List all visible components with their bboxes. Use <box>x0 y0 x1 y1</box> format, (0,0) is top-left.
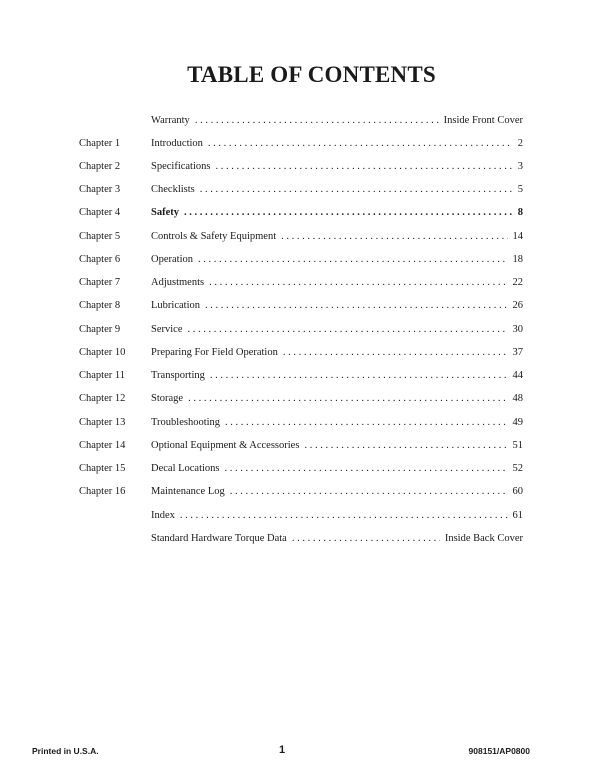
toc-dot-leader <box>184 204 513 222</box>
toc-entry <box>0 437 596 455</box>
toc-entry-title: Controls & Safety Equipment <box>151 231 277 242</box>
toc-entry-title: Standard Hardware Torque Data <box>151 533 287 544</box>
toc-entry-line <box>151 414 523 432</box>
toc-page-number: 61 <box>512 510 523 521</box>
toc-entry <box>0 274 596 292</box>
toc-entry <box>0 228 596 246</box>
toc-page-number: 5 <box>517 184 523 195</box>
toc-chapter-number: Chapter 2 <box>79 161 121 172</box>
footer-document-number: 908151/AP0800 <box>468 746 530 756</box>
toc-entry <box>0 181 596 199</box>
toc-chapter-number: Chapter 9 <box>79 324 121 335</box>
toc-entry <box>0 460 596 478</box>
toc-dot-leader <box>188 390 507 408</box>
toc-entry-title: Introduction <box>151 138 203 149</box>
toc-dot-leader <box>209 274 507 292</box>
toc-page-number: Inside Front Cover <box>443 115 523 126</box>
toc-page-number: 44 <box>512 370 523 381</box>
toc-chapter-number: Chapter 14 <box>79 440 126 451</box>
toc-entry <box>0 297 596 315</box>
toc-entry-line <box>151 483 523 501</box>
toc-entry-title: Adjustments <box>151 277 205 288</box>
toc-page-number: 8 <box>517 207 523 218</box>
toc-entry <box>0 344 596 362</box>
toc-page-number: Inside Back Cover <box>444 533 523 544</box>
toc-entry <box>0 390 596 408</box>
toc-chapter-number: Chapter 15 <box>79 463 126 474</box>
toc-page-number: 26 <box>512 300 523 311</box>
toc-entry-line <box>151 297 523 315</box>
toc-dot-leader <box>208 135 513 153</box>
toc-entry-line <box>151 251 523 269</box>
toc-dot-leader <box>281 228 507 246</box>
toc-entry-line <box>151 507 523 525</box>
toc-dot-leader <box>180 507 508 525</box>
toc-page-number: 52 <box>512 463 523 474</box>
toc-entry-line <box>151 274 523 292</box>
toc-entry-title: Specifications <box>151 161 211 172</box>
toc-dot-leader <box>205 297 508 315</box>
toc-chapter-number: Chapter 4 <box>79 207 121 218</box>
toc-dot-leader <box>230 483 508 501</box>
toc-chapter-number: Chapter 16 <box>79 486 126 497</box>
toc-dot-leader <box>292 530 440 548</box>
toc-entry-title: Service <box>151 324 183 335</box>
toc-entry-title: Index <box>151 510 175 521</box>
toc-dot-leader <box>225 414 507 432</box>
toc-entry-line <box>151 204 523 222</box>
toc-entry-line <box>151 437 523 455</box>
toc-entry <box>0 204 596 222</box>
toc-chapter-number: Chapter 11 <box>79 370 125 381</box>
toc-dot-leader <box>215 158 512 176</box>
toc-entry-title: Maintenance Log <box>151 486 225 497</box>
toc-page-number: 60 <box>512 486 523 497</box>
toc-entry <box>0 483 596 501</box>
toc-chapter-number: Chapter 10 <box>79 347 126 358</box>
toc-entry-title: Lubrication <box>151 300 200 311</box>
toc-dot-leader <box>225 460 508 478</box>
toc-dot-leader <box>283 344 508 362</box>
toc-entry <box>0 414 596 432</box>
toc-entry-line <box>151 344 523 362</box>
toc-chapter-number: Chapter 3 <box>79 184 121 195</box>
toc-page-number: 3 <box>517 161 523 172</box>
toc-entry <box>0 507 596 525</box>
toc-chapter-number: Chapter 12 <box>79 393 126 404</box>
toc-entry-line <box>151 112 523 130</box>
toc-page-number: 18 <box>512 254 523 265</box>
toc-entry-title: Preparing For Field Operation <box>151 347 278 358</box>
toc-dot-leader <box>195 112 439 130</box>
toc-entry-title: Decal Locations <box>151 463 220 474</box>
toc-page-number: 22 <box>512 277 523 288</box>
toc-entry-title: Checklists <box>151 184 195 195</box>
toc-entry-line <box>151 181 523 199</box>
toc-entry-title: Safety <box>151 207 179 218</box>
toc-chapter-number: Chapter 8 <box>79 300 121 311</box>
toc-page-number: 51 <box>512 440 523 451</box>
footer-printed-in: Printed in U.S.A. <box>32 746 99 756</box>
toc-entry <box>0 158 596 176</box>
footer-page-number: 1 <box>279 744 286 756</box>
toc-entry-title: Transporting <box>151 370 205 381</box>
toc-page-number: 2 <box>517 138 523 149</box>
toc-entry-line <box>151 321 523 339</box>
toc-page-number: 48 <box>512 393 523 404</box>
toc-entry-title: Storage <box>151 393 184 404</box>
toc-entry <box>0 530 596 548</box>
toc-dot-leader <box>210 367 508 385</box>
toc-page-number: 37 <box>512 347 523 358</box>
toc-chapter-number: Chapter 6 <box>79 254 121 265</box>
toc-dot-leader <box>200 181 513 199</box>
toc-chapter-number: Chapter 5 <box>79 231 121 242</box>
toc-chapter-number: Chapter 1 <box>79 138 121 149</box>
toc-entry-title: Warranty <box>151 115 190 126</box>
toc-page-number: 49 <box>512 417 523 428</box>
toc-page-number: 14 <box>512 231 523 242</box>
toc-entry-line <box>151 530 523 548</box>
toc-chapter-number: Chapter 7 <box>79 277 121 288</box>
toc-entry <box>0 251 596 269</box>
toc-entry <box>0 367 596 385</box>
toc-entry <box>0 321 596 339</box>
toc-dot-leader <box>188 321 508 339</box>
toc-entry-line <box>151 135 523 153</box>
toc-entry-line <box>151 390 523 408</box>
toc-entry <box>0 112 596 130</box>
toc-chapter-number: Chapter 13 <box>79 417 126 428</box>
toc-dot-leader <box>198 251 508 269</box>
toc-entry-line <box>151 158 523 176</box>
toc-entry-line <box>151 460 523 478</box>
toc-entry <box>0 135 596 153</box>
page-title: TABLE OF CONTENTS <box>187 62 436 87</box>
toc-entry-title: Operation <box>151 254 193 265</box>
toc-entry-title: Troubleshooting <box>151 417 221 428</box>
toc-page-number: 30 <box>512 324 523 335</box>
toc-dot-leader <box>304 437 507 455</box>
toc-entry-line <box>151 228 523 246</box>
toc-entry-title: Optional Equipment & Accessories <box>151 440 300 451</box>
toc-entry-line <box>151 367 523 385</box>
page-footer <box>0 744 596 758</box>
